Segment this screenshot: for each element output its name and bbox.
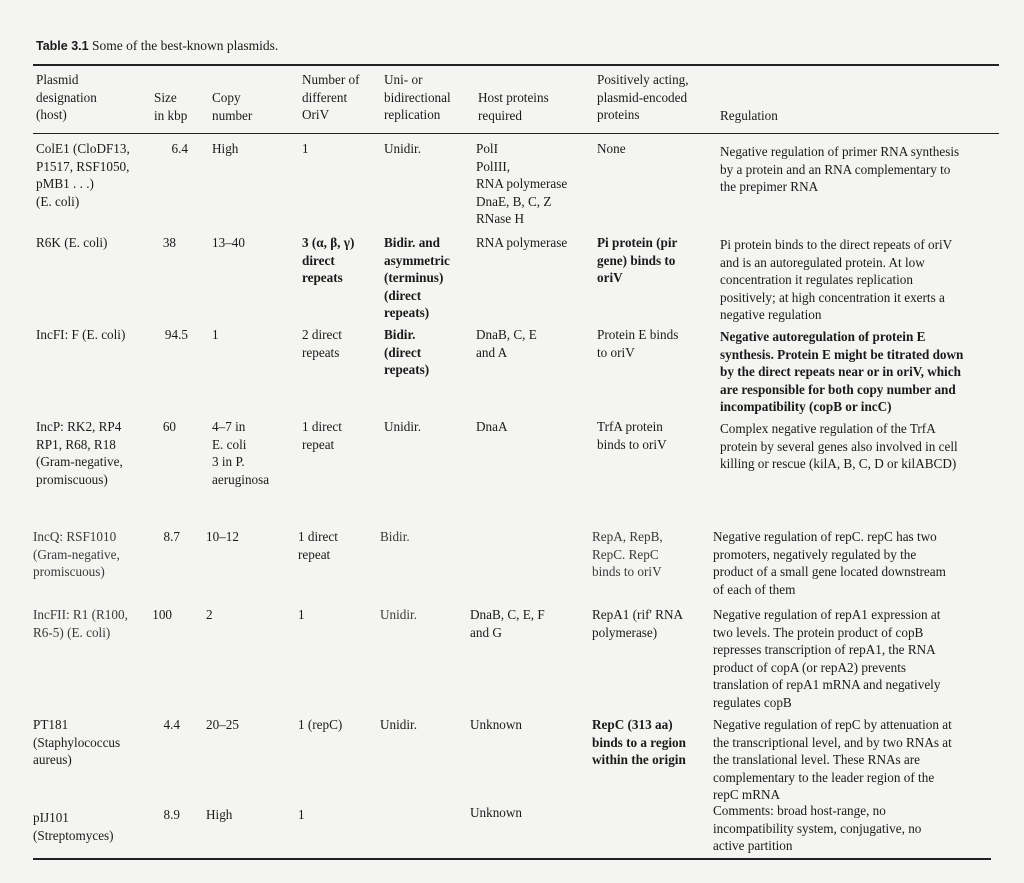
row-r6k-replication: Bidir. and asymmetric (terminus) (direct repeats) <box>384 235 450 320</box>
header-plasmid-proteins: Positively acting, plasmid-encoded proteins <box>597 72 689 122</box>
row-pt181-replication: Unidir. <box>380 717 417 732</box>
row-incfi-plasmid: IncFI: F (E. coli) <box>36 327 126 342</box>
bottom-rule <box>33 858 991 860</box>
header-oriv: Number of different OriV <box>302 72 360 122</box>
row-incp-plasmid: IncP: RK2, RP4 RP1, R68, R18 (Gram-negative, promiscuous) <box>36 419 123 487</box>
header-replication: Uni- or bidirectional replication <box>384 72 451 122</box>
row-pt181-copy: 20–25 <box>206 717 239 732</box>
table-label: Table 3.1 <box>36 39 89 53</box>
row-pij101-regulation: Comments: broad host-range, no incompatibility system, conjugative, no active partition <box>713 803 922 853</box>
table-caption <box>36 38 278 54</box>
row-pij101-oriv: 1 <box>298 807 305 822</box>
row-incfii-plasmid-proteins: RepA1 (rif' RNA polymerase) <box>592 607 684 640</box>
row-r6k-plasmid-proteins: Pi protein (pir gene) binds to oriV <box>597 235 678 285</box>
row-incq-oriv: 1 direct repeat <box>298 529 338 562</box>
header-host-proteins: Host proteins required <box>478 90 549 123</box>
row-r6k-regulation: Pi protein binds to the direct repeats of oriV and is an autoregulated protein. At low concentration it regulates replication positively; at high concentration it exerts a negative regulation <box>720 237 953 322</box>
header-size: Size in kbp <box>154 90 188 123</box>
row-pt181-plasmid: PT181 (Staphylococcus aureus) <box>33 717 121 767</box>
row-incfi-replication: Bidir. (direct repeats) <box>384 327 430 377</box>
row-incq-replication: Bidir. <box>380 529 410 544</box>
row-r6k-copy: 13–40 <box>212 235 245 250</box>
row-cole1-host-proteins: PolI PolIII, RNA polymerase DnaE, B, C, Z RNase H <box>476 141 568 226</box>
row-pt181-oriv: 1 (repC) <box>298 717 343 732</box>
row-incp-size: 60 <box>162 419 176 434</box>
row-incp-oriv: 1 direct repeat <box>302 419 342 452</box>
header-copy-number: Copy number <box>212 90 253 123</box>
row-incfi-plasmid-proteins: Protein E binds to oriV <box>597 327 679 360</box>
row-pt181-size: 4.4 <box>163 717 180 732</box>
row-incfii-regulation: Negative regulation of repA1 expression at two levels. The protein product of copB represses transcription of repA1, the RNA product of copA (or repA2) prevents translation of repA1 mRNA and negatively regulates copB <box>713 607 941 710</box>
row-incfi-oriv: 2 direct repeats <box>302 327 342 360</box>
row-r6k-oriv: 3 (α, β, γ) direct repeats <box>302 235 355 285</box>
row-incq-plasmid: IncQ: RSF1010 (Gram-negative, promiscuous) <box>33 529 120 579</box>
row-incp-regulation: Complex negative regulation of the TrfA protein by several genes also involved in cell killing or rescue (kilA, B, C, D or kilABCD) <box>720 421 958 471</box>
row-incfii-size: 100 <box>152 607 172 622</box>
row-cole1-size: 6.4 <box>171 141 188 156</box>
row-incp-replication: Unidir. <box>384 419 421 434</box>
table-title: Some of the best-known plasmids. <box>91 38 279 53</box>
row-incfii-host-proteins: DnaB, C, E, F and G <box>470 607 545 640</box>
row-incfi-size: 94.5 <box>164 327 188 342</box>
row-incfii-replication: Unidir. <box>380 607 417 622</box>
header-rule <box>33 133 999 134</box>
row-pij101-size: 8.9 <box>163 807 180 822</box>
row-r6k-host-proteins: RNA polymerase <box>476 235 568 250</box>
row-cole1-regulation: Negative regulation of primer RNA synthesis by a protein and an RNA complementary to the prepimer RNA <box>720 144 960 194</box>
row-cole1-copy: High <box>212 141 239 156</box>
row-incfi-copy: 1 <box>212 327 219 342</box>
row-incq-copy: 10–12 <box>206 529 239 544</box>
row-r6k-size: 38 <box>162 235 176 250</box>
row-incfii-copy: 2 <box>206 607 213 622</box>
row-cole1-plasmid-proteins: None <box>597 141 626 156</box>
row-cole1-oriv: 1 <box>302 141 309 156</box>
row-incq-size: 8.7 <box>163 529 180 544</box>
row-pt181-host-proteins: Unknown <box>470 717 523 732</box>
row-incfii-oriv: 1 <box>298 607 305 622</box>
row-incp-host-proteins: DnaA <box>476 419 508 434</box>
row-pij101-copy: High <box>206 807 233 822</box>
row-incfi-regulation: Negative autoregulation of protein E synthesis. Protein E might be titrated down by the direct repeats near or in oriV, which are responsible for both copy number and incompatibility (copB or incC) <box>720 329 964 414</box>
top-rule <box>33 64 999 66</box>
row-incfii-plasmid: IncFII: R1 (R100, R6-5) (E. coli) <box>33 607 128 640</box>
row-pt181-regulation: Negative regulation of repC by attenuation at the transcriptional level, and by two RNAs at the translational level. These RNAs are complementary to the leader region of the repC mRNA <box>713 717 952 802</box>
row-r6k-plasmid: R6K (E. coli) <box>36 235 108 250</box>
row-incq-regulation: Negative regulation of repC. repC has two promoters, negatively regulated by the product of a small gene located downstream of each of them <box>713 529 946 597</box>
header-regulation: Regulation <box>720 108 778 123</box>
header-plasmid: Plasmid designation (host) <box>36 72 97 122</box>
row-incq-plasmid-proteins: RepA, RepB, RepC. RepC binds to oriV <box>592 529 663 579</box>
row-incfi-host-proteins: DnaB, C, E and A <box>476 327 537 360</box>
row-pt181-plasmid-proteins: RepC (313 aa) binds to a region within the origin <box>592 717 686 767</box>
row-cole1-plasmid: ColE1 (CloDF13, P1517, RSF1050, pMB1 . . .) (E. coli) <box>36 141 130 209</box>
row-pij101-plasmid: pIJ101 (Streptomyces) <box>33 810 114 843</box>
row-pij101-host-proteins: Unknown <box>470 805 523 820</box>
row-incp-plasmid-proteins: TrfA protein binds to oriV <box>597 419 667 452</box>
row-cole1-replication: Unidir. <box>384 141 421 156</box>
row-incp-copy: 4–7 in E. coli 3 in P. aeruginosa <box>212 419 270 487</box>
